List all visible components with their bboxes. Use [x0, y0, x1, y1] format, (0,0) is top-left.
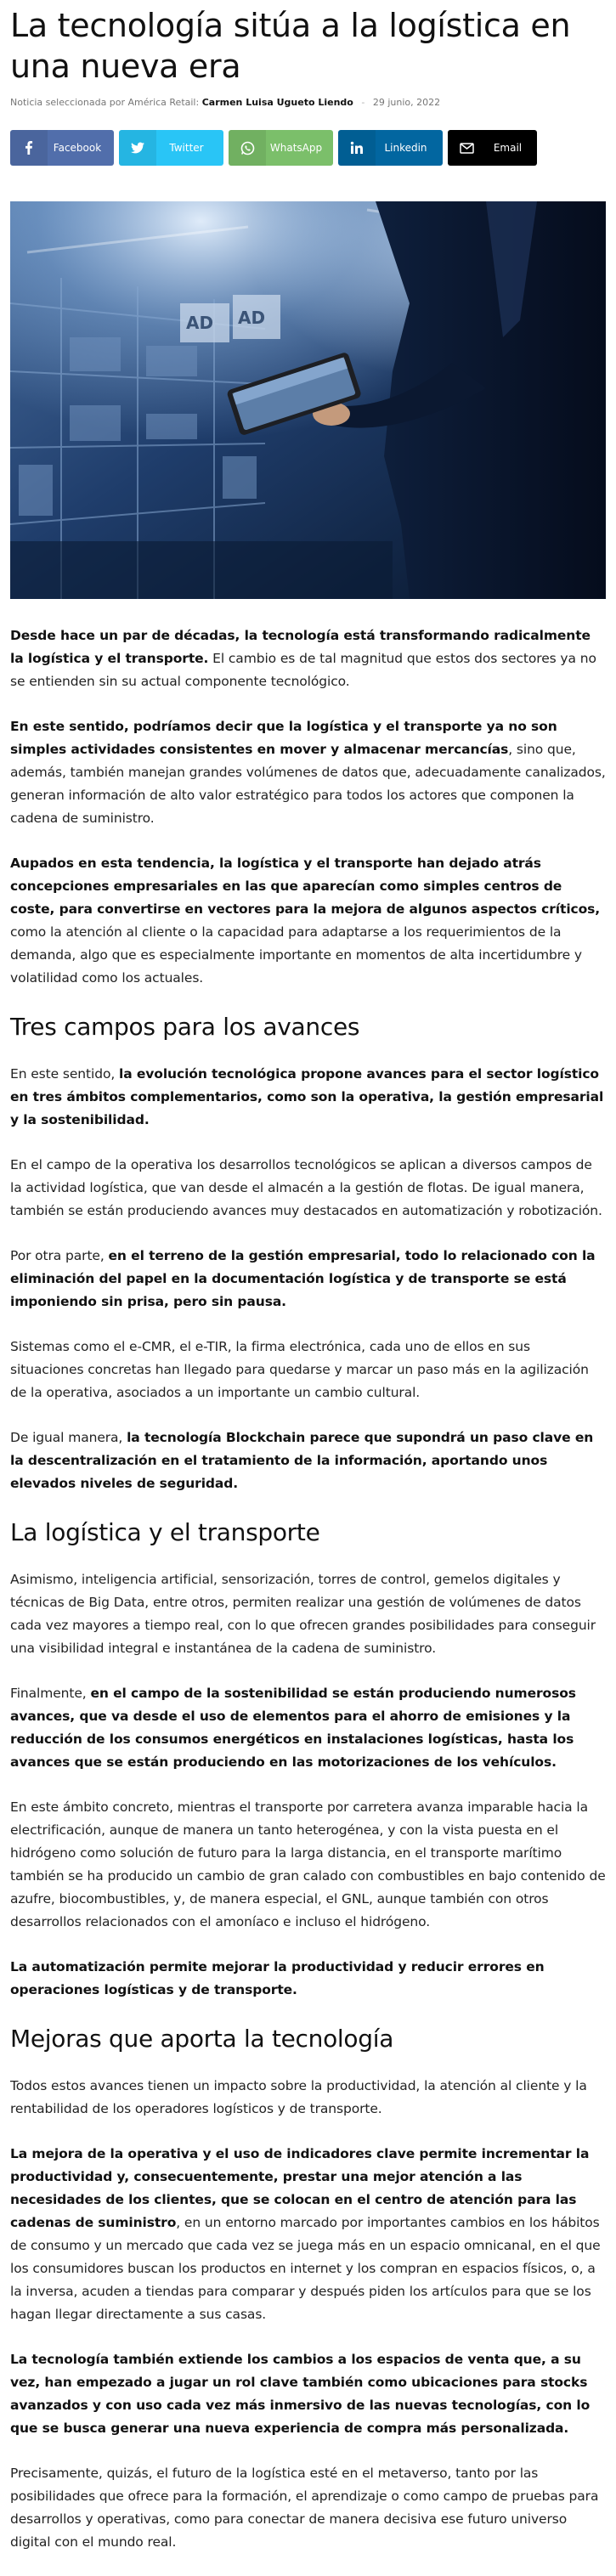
share-bar [10, 130, 606, 166]
share-twitter-button[interactable] [119, 130, 223, 166]
share-twitter-label: Twitter [169, 142, 204, 154]
paragraph-bold: en el terreno de la gestión empresarial, todo lo relacionado con la eliminación del papel en la documentación logística y de transporte se está imponiendo sin prisa, pero sin pausa. [10, 1248, 596, 1309]
share-linkedin-button[interactable] [338, 130, 443, 166]
paragraph [10, 624, 606, 693]
paragraph-text: Finalmente, [10, 1686, 91, 1701]
facebook-icon [10, 130, 48, 166]
share-facebook-label: Facebook [53, 142, 102, 154]
meta-prefix: Noticia seleccionada por América Retail: [10, 97, 200, 108]
linkedin-icon [338, 130, 376, 166]
section-heading: La logística y el transporte [10, 1518, 320, 1546]
paragraph-bold: La mejora de la operativa y el uso de indicadores clave permite incrementar la productividad y, consecuentemente, prestar una mejor atención a las necesidades de los clientes, que se colocan en el centro de atención para las cadenas de suministro [10, 2146, 590, 2230]
paragraph: Precisamente, quizás, el futuro de la logística esté en el metaverso, tanto por las posibilidades que ofrece para la formación, el aprendizaje o como campo de pruebas para desarrollos y operativas, como para conectar de manera decisiva ese futuro universo digital con el mundo real. [10, 2466, 599, 2550]
paragraph [10, 1682, 606, 1774]
svg-text:AD: AD [186, 313, 214, 333]
paragraph [10, 2348, 606, 2440]
meta-separator: - [361, 97, 365, 108]
paragraph-text: De igual manera, [10, 1430, 127, 1445]
hero-image [10, 201, 606, 599]
email-icon [448, 130, 485, 166]
paragraph: Sistemas como el e-CMR, el e-TIR, la firma electrónica, cada uno de ellos en sus situaciones concretas han llegado para quedarse y marcar un paso más en la agilización de la operativa, asociados a un importante un cambio cultural. [10, 1339, 589, 1400]
warehouse-tablet-photo [10, 201, 606, 599]
paragraph [10, 2143, 606, 2326]
paragraph [10, 1063, 606, 1132]
paragraph: Todos estos avances tienen un impacto sobre la productividad, la atención al cliente y la rentabilidad de los operadores logísticos y de transporte. [10, 2078, 587, 2116]
paragraph-bold: En este sentido, podríamos decir que la logística y el transporte ya no son simples actividades consistentes en mover y almacenar mercancías [10, 719, 557, 757]
page-title: La tecnología sitúa a la logística en una nueva era [10, 7, 571, 85]
paragraph [10, 1426, 606, 1495]
author-link[interactable]: Carmen Luisa Ugueto Liendo [201, 97, 353, 108]
article-body [10, 599, 606, 2554]
share-linkedin-label: Linkedin [384, 142, 427, 154]
paragraph [10, 1956, 606, 2002]
share-whatsapp-button[interactable] [229, 130, 333, 166]
share-email-label: Email [493, 142, 523, 154]
paragraph [10, 852, 606, 990]
paragraph-text: como la atención al cliente o la capacidad para adaptarse a los requerimientos de la demanda, algo que es especialmente importante en momentos de alta incertidumbre y volatilidad como los actuales. [10, 924, 582, 986]
share-facebook-button[interactable] [10, 130, 114, 166]
paragraph: Asimismo, inteligencia artificial, sensorización, torres de control, gemelos digitales y técnicas de Big Data, entre otros, permiten realizar una gestión de volúmenes de datos cada vez mayores a tiempo real, con lo que ofrecen grandes posibilidades para conseguir una visibilidad integral e instantánea de la cadena de suministro. [10, 1572, 596, 1656]
paragraph-bold: La tecnología también extiende los cambios a los espacios de venta que, a su vez, han empezado a jugar un rol clave también como ubicaciones para stocks avanzados y con uso cada vez más inmersivo de las nuevas tecnologías, con lo que se busca generar una nueva experiencia de compra más personalizada. [10, 2352, 591, 2436]
publish-date: 29 junio, 2022 [372, 97, 441, 108]
whatsapp-icon [229, 130, 266, 166]
section-heading: Mejoras que aporta la tecnología [10, 2025, 394, 2053]
paragraph-bold: Desde hace un par de décadas, la tecnología está transformando radicalmente la logística y el transporte. [10, 628, 591, 666]
svg-text:AD: AD [238, 308, 266, 328]
paragraph: En el campo de la operativa los desarrollos tecnológicos se aplican a diversos campos de la actividad logística, que van desde el almacén a la gestión de flotas. De igual manera, también se están produciendo avances muy destacados en automatización y robotización. [10, 1157, 602, 1218]
paragraph-bold: en el campo de la sostenibilidad se están produciendo numerosos avances, que va desde el uso de elementos para el ahorro de emisiones y la reducción de los consumos energéticos en instalaciones logísticas, hasta los avances que se están produciendo en las motorizaciones de los vehículos. [10, 1686, 576, 1770]
section-heading: Tres campos para los avances [10, 1013, 360, 1041]
paragraph-bold: la tecnología Blockchain parece que supondrá un paso clave en la descentralización en el tratamiento de la información, aportando unos elevados niveles de seguridad. [10, 1430, 594, 1491]
paragraph-bold: la evolución tecnológica propone avances para el sector logístico en tres ámbitos complementarios, como son la operativa, la gestión empresarial y la sostenibilidad. [10, 1066, 604, 1127]
paragraph-text: Por otra parte, [10, 1248, 109, 1263]
paragraph-text: , en un entorno marcado por importantes cambios en los hábitos de consumo y un mercado que cada vez se juega más en un espacio omnicanal, en el que los consumidores buscan los productos en internet y los compran en espacios físicos, o, a la inversa, acuden a tiendas para comparar y después piden los artículos para que se los hagan llegar directamente a sus casas. [10, 2215, 601, 2322]
paragraph [10, 1245, 606, 1313]
paragraph-bold: Aupados en esta tendencia, la logística y el transporte han dejado atrás concepciones empresariales en las que aparecían como simples centros de coste, para convertirse en vectores para la mejora de algunos aspectos críticos, [10, 856, 601, 917]
twitter-icon [119, 130, 156, 166]
paragraph-text: El cambio es de tal magnitud que estos dos sectores ya no se entienden sin su actual componente tecnológico. [10, 651, 596, 689]
paragraph [10, 715, 606, 830]
paragraph-bold: La automatización permite mejorar la productividad y reducir errores en operaciones logísticas y de transporte. [10, 1959, 545, 1997]
paragraph-text: En este sentido, [10, 1066, 119, 1082]
paragraph-text: , sino que, además, también manejan grandes volúmenes de datos que, adecuadamente canalizados, generan información de alto valor estratégico para todos los actores que componen la cadena de suministro. [10, 742, 606, 826]
share-email-button[interactable] [448, 130, 537, 166]
article-meta [10, 97, 606, 108]
paragraph: En este ámbito concreto, mientras el transporte por carretera avanza imparable hacia la electrificación, aunque de manera un tanto heterogénea, y con la vista puesta en el hidrógeno como solución de futuro para la larga distancia, en el transporte marítimo también se ha producido un cambio de gran calado con combustibles en bajo contenido de azufre, biocombustibles, y, de manera especial, el GNL, aunque también con otros desarrollos relacionados con el amoníaco e incluso el hidrógeno. [10, 1799, 606, 1929]
share-whatsapp-label: WhatsApp [269, 142, 323, 154]
